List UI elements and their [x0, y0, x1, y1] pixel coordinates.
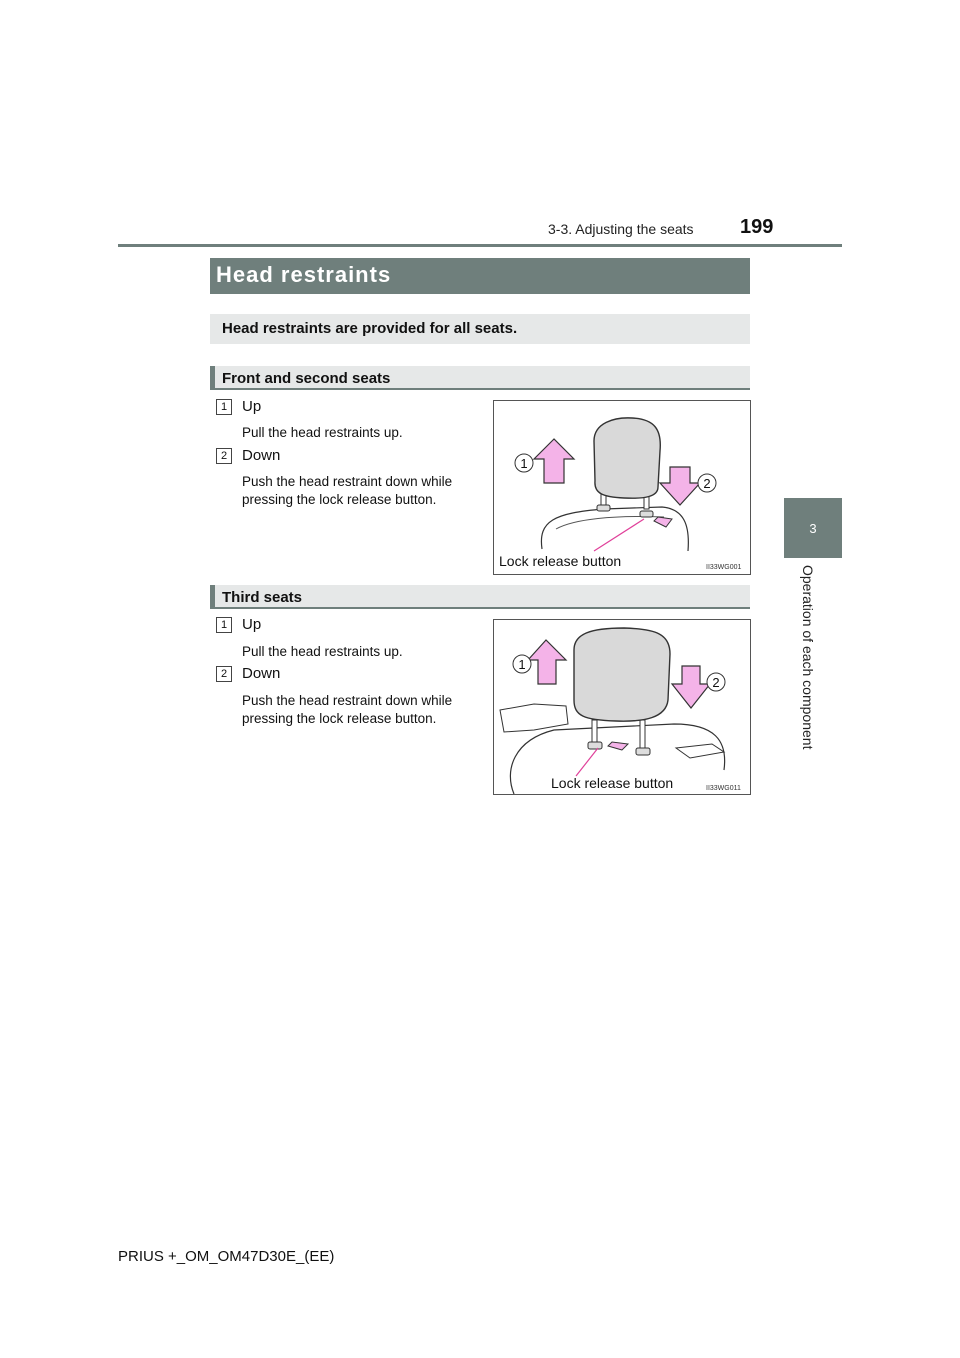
front-step-1-number: 1: [216, 399, 232, 415]
section-title: Head restraints: [216, 262, 392, 287]
chapter-tab-number: 3: [809, 520, 817, 536]
third-step-2-number: 2: [216, 666, 232, 682]
document-code: PRIUS +_OM_OM47D30E_(EE): [118, 1248, 335, 1265]
third-step-1-title: Up: [242, 616, 262, 633]
figure-label-1: 1: [520, 456, 528, 471]
intro-text: Head restraints are provided for all seats.: [222, 320, 518, 337]
up-arrow-icon: [528, 640, 566, 684]
front-step-1-desc: Pull the head restraints up.: [242, 425, 403, 440]
press-arrow-icon: [654, 517, 672, 527]
third-step-1-number: 1: [216, 617, 232, 633]
up-arrow-icon: [534, 439, 574, 483]
press-arrow-icon: [608, 742, 628, 750]
chapter-tab-label: [800, 565, 820, 765]
front-step-2-title: Down: [242, 447, 281, 464]
down-arrow-icon: [672, 666, 710, 708]
page-number: 199: [740, 216, 774, 238]
down-arrow-icon: [660, 467, 700, 505]
running-header-section: 3-3. Adjusting the seats: [548, 221, 694, 237]
front-step-2-number: 2: [216, 448, 232, 464]
third-seat-figure: [493, 619, 751, 795]
front-subheading: Front and second seats: [222, 370, 391, 387]
third-subheading: Third seats: [222, 589, 303, 606]
third-step-1-desc: Pull the head restraints up.: [242, 644, 403, 659]
third-step-2-title: Down: [242, 665, 281, 682]
third-step-2-desc: Push the head restraint down while pressing the lock release button.: [242, 693, 453, 726]
front-step-2-desc: Push the head restraint down while pressing the lock release button.: [242, 474, 453, 507]
third-seat-illustration: [494, 620, 750, 794]
front-step-1-title: Up: [242, 398, 262, 415]
lock-release-callout: Lock release button: [499, 553, 622, 569]
lock-release-callout: Lock release button: [551, 775, 674, 791]
figure-label-2: 2: [703, 476, 711, 491]
front-seat-figure: [493, 400, 751, 575]
header-divider: [118, 244, 842, 247]
chapter-tab-label-text: Operation of each component: [800, 565, 816, 750]
figure-code: II33WG011: [706, 785, 741, 792]
front-seat-illustration: [494, 401, 750, 574]
figure-label-1: 1: [518, 657, 526, 672]
figure-code: II33WG001: [706, 564, 742, 571]
figure-label-2: 2: [712, 675, 720, 690]
